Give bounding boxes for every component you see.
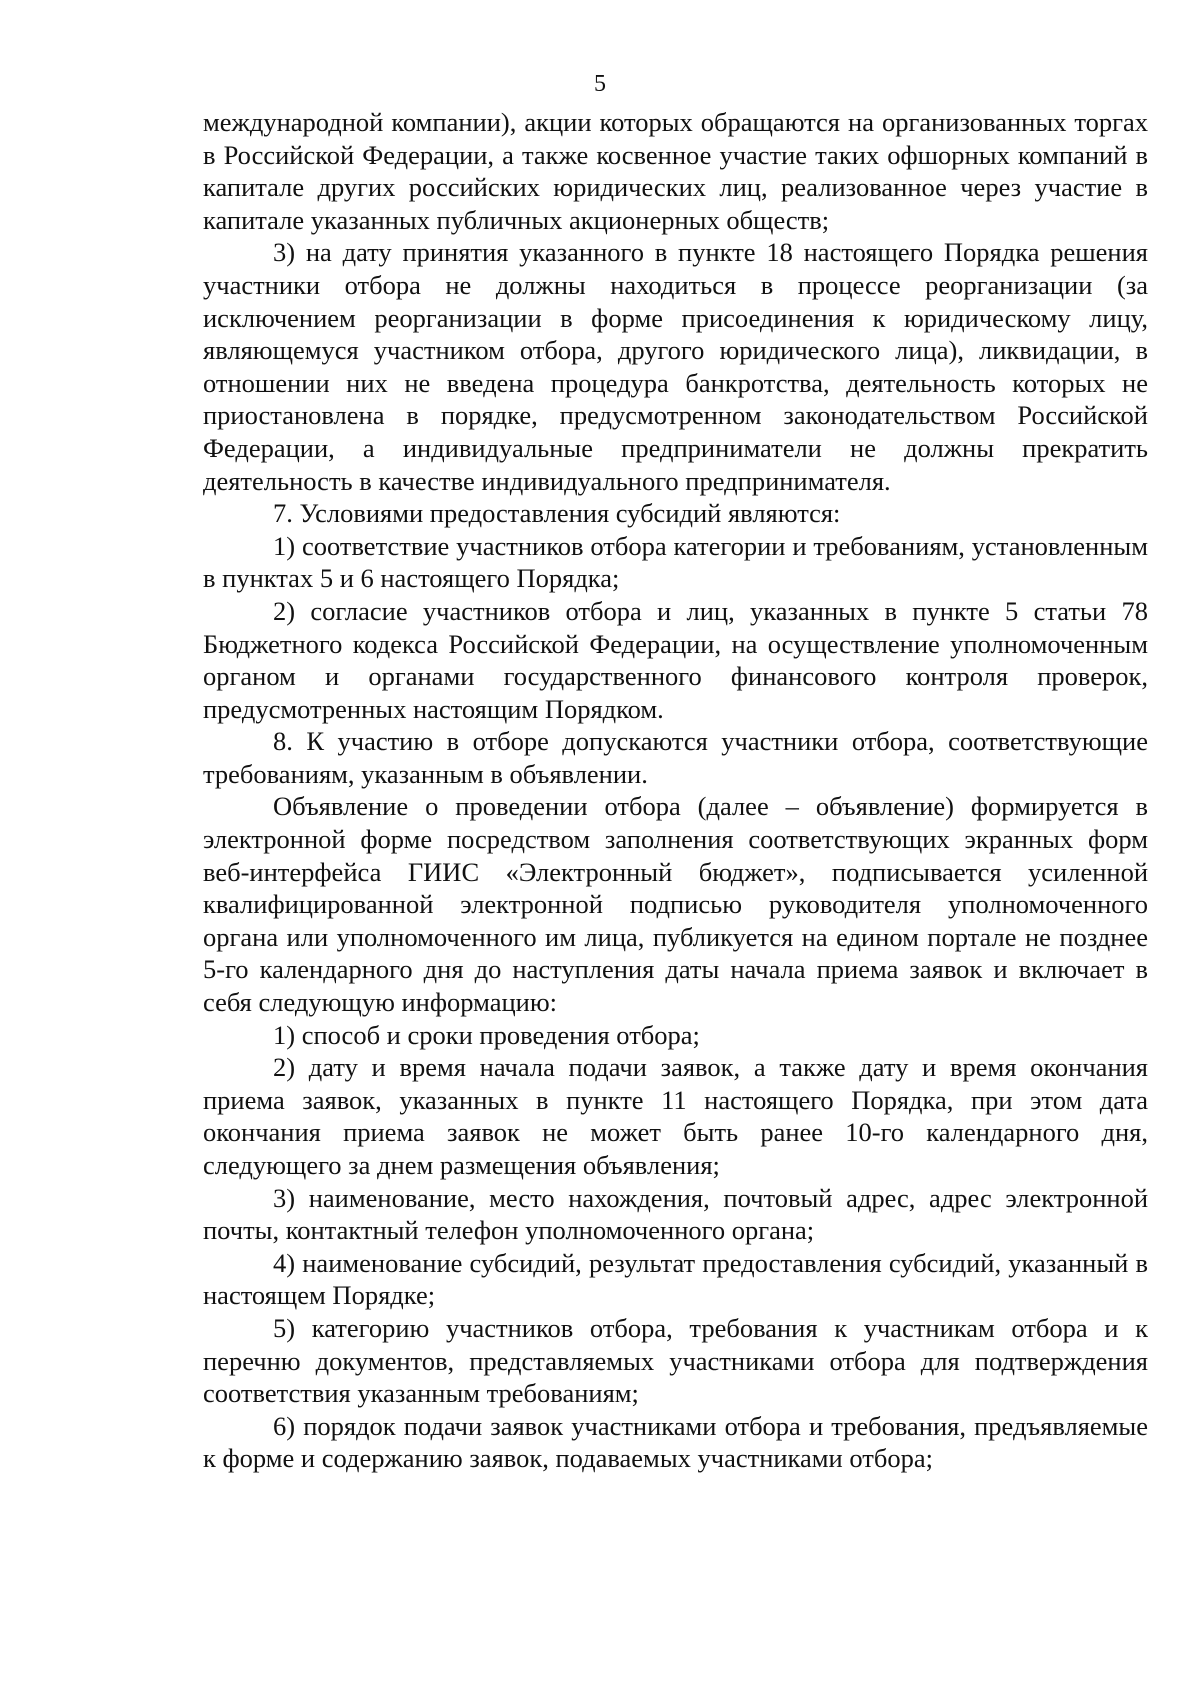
paragraph: 1) способ и сроки проведения отбора; [273,1019,700,1050]
paragraph: международной компании), акции которых обращаются на организованных торгах в Российской Федерации, а также косвенное участие таких офшорных компаний в капитале других российских юридических лиц, реализованное через участие в капитале указанных публичных акционерных обществ; [203,107,1148,235]
paragraph: 2) дату и время начала подачи заявок, а также дату и время окончания приема заявок, указанных в пункте 11 настоящего Порядка, при этом дата окончания приема заявок не может быть ранее 10-го календарного дня, следующего за днем размещения объявления; [203,1052,1148,1180]
paragraph: 8. К участию в отборе допускаются участники отбора, соответствующие требованиям, указанным в объявлении. [203,726,1148,789]
paragraph: 2) согласие участников отбора и лиц, указанных в пункте 5 статьи 78 Бюджетного кодекса Российской Федерации, на осуществление уполномоченным органом и органами государственного финансового контроля проверок, предусмотренных настоящим Порядком. [203,595,1148,724]
paragraph: Объявление о проведении отбора (далее – объявление) формируется в электронной форме посредством заполнения соответствующих экранных форм веб-интерфейса ГИИС «Электронный бюджет», подписывается усиленной квалифицированной электронной подписью руководителя уполномоченного органа или уполномоченного им лица, публикуется на едином портале не позднее 5-го календарного дня до наступления даты начала приема заявок и включает в себя следующую информацию: [203,791,1148,1018]
paragraph: 3) наименование, место нахождения, почтовый адрес, адрес электронной почты, контактный телефон уполномоченного органа; [203,1182,1148,1246]
paragraph: 3) на дату принятия указанного в пункте 18 настоящего Порядка решения участники отбора не должны находиться в процессе реорганизации (за исключением реорганизации в форме присоединения к юридическому лицу, являющемуся участником отбора, другого юридического лица), ликвидации, в отношении них не введена процедура банкротства, деятельность которых не приостановлена в порядке, предусмотренном законодательством Российской Федерации, а индивидуальные предприниматели не должны прекратить деятельность в качестве индивидуального предпринимателя. [203,237,1148,496]
paragraph: 7. Условиями предоставления субсидий являются: [273,498,841,529]
document-body [203,106,1148,1475]
paragraph: 5) категорию участников отбора, требования к участникам отбора и к перечню документов, представляемых участниками отбора для подтверждения соответствия указанным требованиям; [203,1312,1148,1409]
paragraph: 1) соответствие участников отбора категории и требованиям, установленным в пунктах 5 и 6 настоящего Порядка; [203,530,1148,594]
paragraph: 6) порядок подачи заявок участниками отбора и требования, предъявляемые к форме и содержанию заявок, подаваемых участниками отбора; [203,1410,1148,1474]
paragraph: 4) наименование субсидий, результат предоставления субсидий, указанный в настоящем Порядке; [203,1247,1148,1311]
page-number: 5 [594,71,606,97]
